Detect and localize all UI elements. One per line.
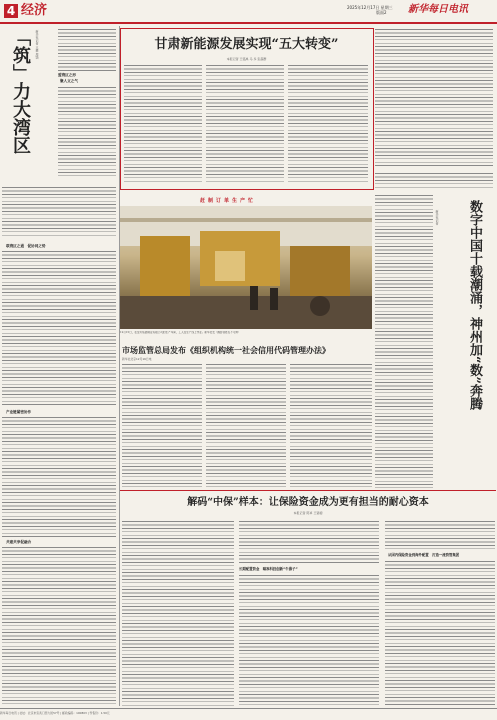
left-story-byline: 新华社记者 王攀 周颖	[35, 30, 39, 59]
left-heading-2: 产业链紧密协作	[6, 410, 32, 414]
main-body-col-1	[124, 64, 202, 184]
left-body-text-b	[2, 186, 116, 238]
mid-body-col-2	[206, 363, 286, 487]
bottom-story-byline: 本报记者 陈卓 王镜榕	[293, 511, 323, 515]
right-story-byline: 新华社记者	[435, 210, 439, 225]
photo-banner: 赶制订单生产忙	[200, 198, 257, 204]
bottom-body-col-2a	[239, 520, 379, 564]
bottom-body-col-2b	[239, 574, 379, 706]
left-column-story[interactable]	[0, 26, 118, 706]
section-number: 4	[4, 4, 18, 18]
left-subhead-1: 盟湾区之形	[58, 73, 76, 77]
left-heading-1: 联湾区之通 促协同之势	[6, 244, 46, 248]
mid-body-col-3	[290, 363, 372, 487]
section-name: 经济	[21, 3, 48, 18]
main-story-byline: 本报记者 王铭禹 马 多 张超群	[226, 57, 267, 61]
bottom-story-title: 解码“中保”样本：让保险资金成为更有担当的耐心资本	[187, 497, 429, 508]
mid-story-title: 市场监管总局发布《组织机构统一社会信用代码管理办法》	[122, 345, 330, 355]
left-story-title: 「筑」力大湾区	[10, 28, 31, 154]
left-lede-text	[58, 28, 116, 72]
newspaper-logo: 新华每日电讯	[408, 4, 468, 15]
bottom-heading-2: 从国内保险资金到海外配置 打造一流资管集团	[388, 553, 460, 557]
bottom-body-col-3b	[385, 560, 495, 706]
left-body-text-c	[2, 250, 116, 406]
left-subhead-2: 聚人文之气	[60, 79, 78, 83]
page-label: 版面2	[376, 10, 387, 15]
bottom-body-col-1	[122, 520, 234, 706]
factory-photo[interactable]	[120, 206, 372, 329]
left-body-text-e	[2, 546, 116, 704]
right-story-title: 数字中国十载潮涌，神州加“数”奔腾	[467, 200, 482, 410]
right-body-text	[375, 194, 433, 488]
page-header	[0, 0, 497, 24]
photo-caption: 12月15日，在金川集团铜业有限公司的生产车间，工人在生产线上作业。新华社发（摄影者姓名不可辨）	[120, 331, 241, 334]
issue-date: 2025年12月17日 星期三	[347, 5, 393, 10]
header-rule	[0, 22, 497, 24]
bottom-heading-1: 长期配置资金 瞄准科技创新“牛鼻子”	[239, 567, 298, 571]
main-body-col-3	[288, 64, 368, 184]
main-story-continuation-b	[375, 172, 493, 190]
left-heading-3: 共建共享促融合	[6, 540, 32, 544]
left-body-text-d	[2, 416, 116, 538]
mid-body-col-1	[122, 363, 202, 487]
main-story-title: 甘肃新能源发展实现“五大转变”	[154, 37, 339, 52]
mid-story-byline: 新华社北京12月16日电	[122, 357, 152, 361]
main-body-col-2	[206, 64, 284, 184]
main-story-continuation	[375, 28, 493, 168]
factory-illustration	[120, 206, 372, 329]
page-footer: 新华每日电讯 | 社址：北京市宣武门西大街57号 | 邮政编码：100803 | 零售价：1.50元	[0, 708, 497, 717]
bottom-body-col-3a	[385, 520, 495, 550]
left-body-text-a	[58, 86, 116, 176]
bottom-story-rule	[120, 490, 496, 491]
